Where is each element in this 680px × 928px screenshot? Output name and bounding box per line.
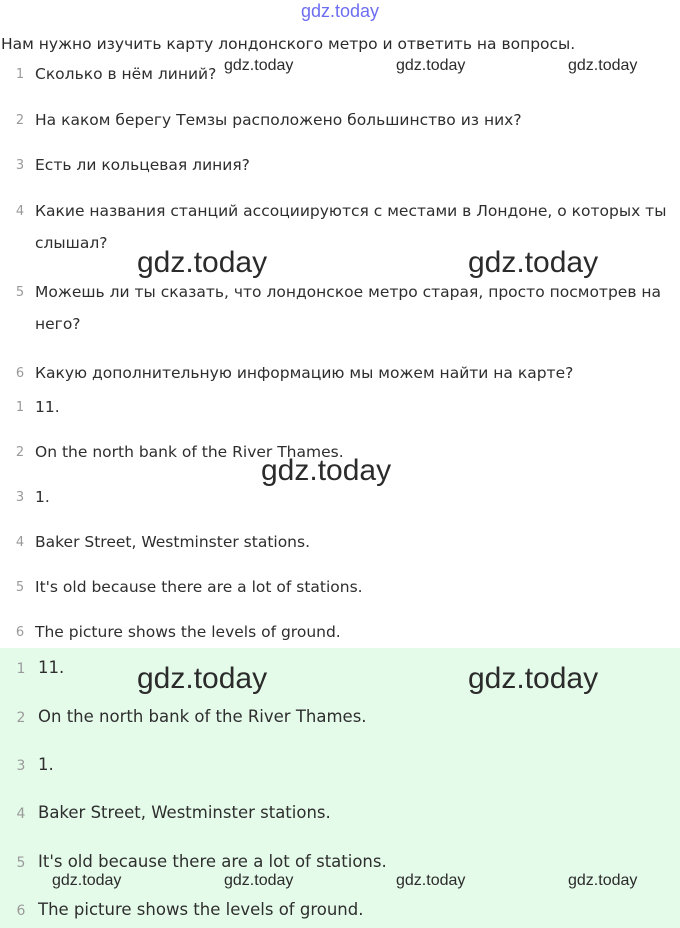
highlighted-answer-item (0, 796, 680, 830)
answer-number: 1 (16, 661, 26, 677)
question-number: 3 (15, 158, 25, 173)
answer-text: It's old because there are a lot of stations. (35, 578, 363, 596)
answer-text: Baker Street, Westminster stations. (38, 803, 331, 822)
header-watermark: gdz.today (300, 1, 380, 21)
question-text: Какую дополнительную информацию мы можем найти на карте? (35, 364, 574, 382)
question-item (0, 275, 680, 341)
answer-number: 5 (15, 580, 25, 595)
question-number: 4 (15, 204, 25, 219)
answer-text: On the north bank of the River Thames. (35, 443, 344, 461)
answer-number: 3 (15, 490, 25, 505)
watermark: gdz.today (224, 872, 294, 889)
answer-text: 1. (38, 755, 54, 774)
answer-item (0, 525, 680, 559)
question-number: 1 (15, 67, 25, 82)
question-text: На каком берегу Темзы расположено большинство из них? (35, 111, 522, 129)
question-text: Какие названия станций ассоциируются с местами в Лондоне, о которых ты слышал? (35, 202, 667, 252)
watermark: gdz.today (568, 872, 638, 889)
answer-text: It's old because there are a lot of stations. (38, 852, 387, 871)
answer-number: 4 (15, 535, 25, 550)
question-number: 6 (15, 366, 25, 381)
watermark: gdz.today (137, 662, 268, 695)
question-text: Есть ли кольцевая линия? (35, 156, 250, 174)
answer-item (0, 570, 680, 604)
answer-number: 1 (15, 400, 25, 415)
watermark: gdz.today (568, 57, 638, 74)
answer-text: 11. (38, 658, 65, 677)
question-number: 5 (15, 285, 25, 300)
intro-text: Нам нужно изучить карту лондонского метро и ответить на вопросы. (1, 35, 576, 53)
answer-number: 5 (16, 855, 26, 871)
highlighted-answer-item (0, 700, 680, 734)
answer-text: On the north bank of the River Thames. (38, 707, 367, 726)
answer-text: 1. (35, 488, 50, 506)
watermark: gdz.today (224, 57, 294, 74)
answer-item (0, 615, 680, 649)
answer-number: 4 (16, 806, 26, 822)
watermark: gdz.today (468, 662, 599, 695)
highlighted-answer-item (0, 748, 680, 782)
answer-number: 2 (15, 445, 25, 460)
watermark: gdz.today (137, 246, 268, 279)
watermark: gdz.today (52, 872, 122, 889)
answer-text: The picture shows the levels of ground. (38, 900, 364, 919)
question-item (0, 148, 680, 182)
answer-text: Baker Street, Westminster stations. (35, 533, 311, 551)
answer-number: 6 (16, 903, 26, 919)
question-text: Можешь ли ты сказать, что лондонское метро старая, просто посмотрев на него? (35, 283, 662, 333)
answer-text: The picture shows the levels of ground. (35, 623, 341, 641)
answer-number: 6 (15, 625, 25, 640)
answer-text: 11. (35, 398, 60, 416)
question-text: Сколько в нём линий? (35, 65, 217, 83)
question-item (0, 356, 680, 390)
watermark: gdz.today (261, 454, 392, 487)
watermark: gdz.today (468, 246, 599, 279)
question-item (0, 103, 680, 137)
question-number: 2 (15, 113, 25, 128)
watermark: gdz.today (396, 57, 466, 74)
watermark: gdz.today (396, 872, 466, 889)
highlighted-answer-item (0, 893, 680, 927)
answer-item (0, 390, 680, 424)
answer-number: 2 (16, 710, 26, 726)
answer-number: 3 (16, 758, 26, 774)
